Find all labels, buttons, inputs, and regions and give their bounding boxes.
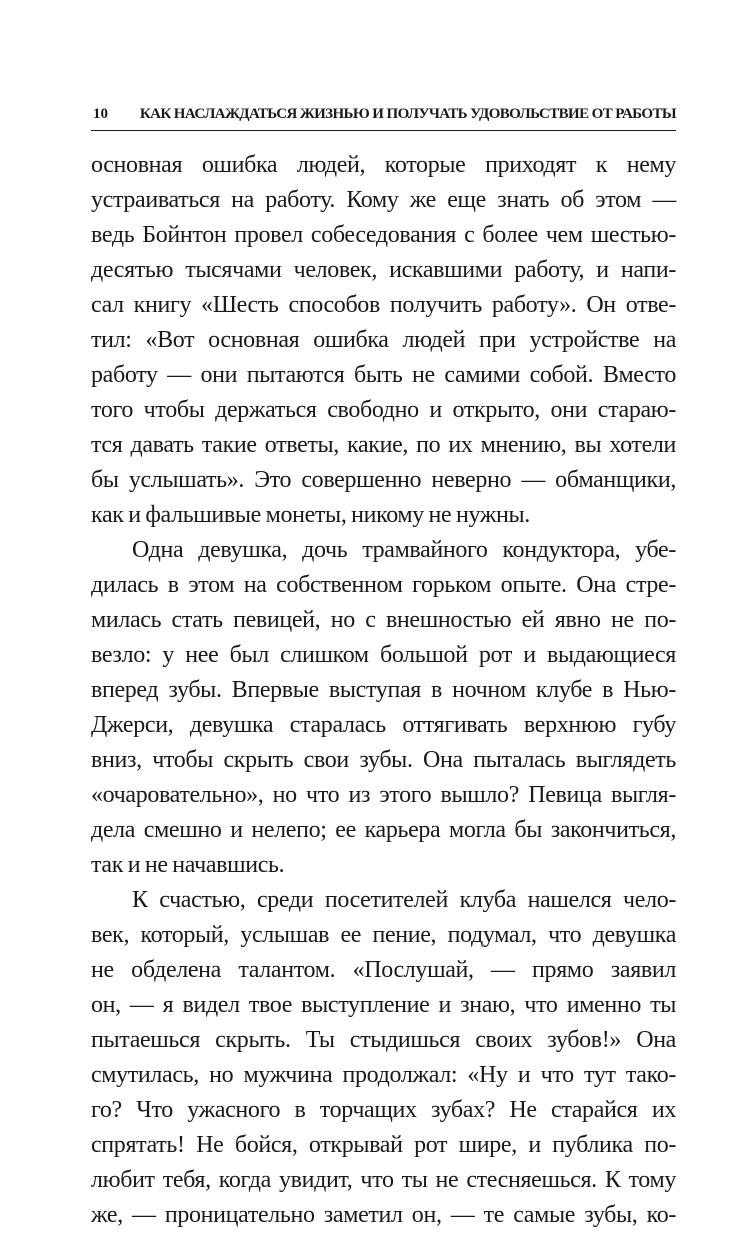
text-line: того чтобы держаться свободно и открыто, они стараю- (91, 397, 676, 423)
text-line: пытаешься скрыть. Ты стыдишься своих зубов!» Она (91, 1027, 676, 1053)
text-line: как и фальшивые монеты, никому не нужны. (91, 502, 530, 528)
text-line: же, — проницательно заметил он, — те самые зубы, ко- (91, 1202, 676, 1228)
text-line: тил: «Вот основная ошибка людей при устройстве на (91, 327, 676, 353)
text-line: милась стать певицей, но с внешностью ей явно не по- (91, 607, 676, 633)
page-number: 10 (93, 106, 108, 122)
text-line: сал книгу «Шесть способов получить работу». Он отве- (91, 292, 676, 318)
text-line: не обделена талантом. «Послушай, — прямо заявил (91, 957, 676, 983)
body-text (91, 148, 676, 1233)
paragraph (91, 148, 676, 533)
text-line: «очаровательно», но что из этого вышло? Певица выгля- (91, 782, 676, 808)
text-line: любит тебя, когда увидит, что ты не стесняешься. К тому (91, 1167, 676, 1193)
text-line: основная ошибка людей, которые приходят к нему (91, 152, 676, 178)
text-line: Джерси, девушка старалась оттягивать верхнюю губу (91, 712, 676, 738)
text-line: дела смешно и нелепо; ее карьера могла бы закончиться, (91, 817, 676, 843)
text-line: работу — они пытаются быть не самими собой. Вместо (91, 362, 676, 388)
text-line: дилась в этом на собственном горьком опыте. Она стре- (91, 572, 676, 598)
paragraph (91, 533, 676, 883)
text-line: вперед зубы. Впервые выступая в ночном клубе в Нью- (91, 677, 676, 703)
text-line: так и не начавшись. (91, 852, 285, 878)
text-line: век, который, услышав ее пение, подумал, что девушка (91, 922, 676, 948)
text-line: го? Что ужасного в торчащих зубах? Не старайся их (91, 1097, 676, 1123)
text-line: тся давать такие ответы, какие, по их мнению, вы хотели (91, 432, 676, 458)
running-header (91, 102, 676, 131)
text-line: ведь Бойнтон провел собеседования с более чем шестью- (91, 222, 676, 248)
text-line: Одна девушка, дочь трамвайного кондуктора, убе- (132, 537, 676, 563)
text-line: бы услышать». Это совершенно неверно — обманщики, (91, 467, 676, 493)
text-line: вниз, чтобы скрыть свои зубы. Она пыталась выглядеть (91, 747, 676, 773)
text-line: устраиваться на работу. Кому же еще знать об этом — (91, 187, 676, 213)
text-line: везло: у нее был слишком большой рот и выдающиеся (91, 642, 676, 668)
text-line: К счастью, среди посетителей клуба нашелся чело- (132, 887, 676, 913)
text-line: смутилась, но мужчина продолжал: «Ну и что тут тако- (91, 1062, 676, 1088)
text-line: он, — я видел твое выступление и знаю, что именно ты (91, 992, 676, 1018)
text-line: спрятать! Не бойся, открывай рот шире, и публика по- (91, 1132, 676, 1158)
text-line: десятью тысячами человек, искавшими работу, и напи- (91, 257, 676, 283)
running-title: КАК НАСЛАЖДАТЬСЯ ЖИЗНЬЮ И ПОЛУЧАТЬ УДОВОЛЬСТВИЕ ОТ РАБОТЫ (139, 106, 676, 122)
